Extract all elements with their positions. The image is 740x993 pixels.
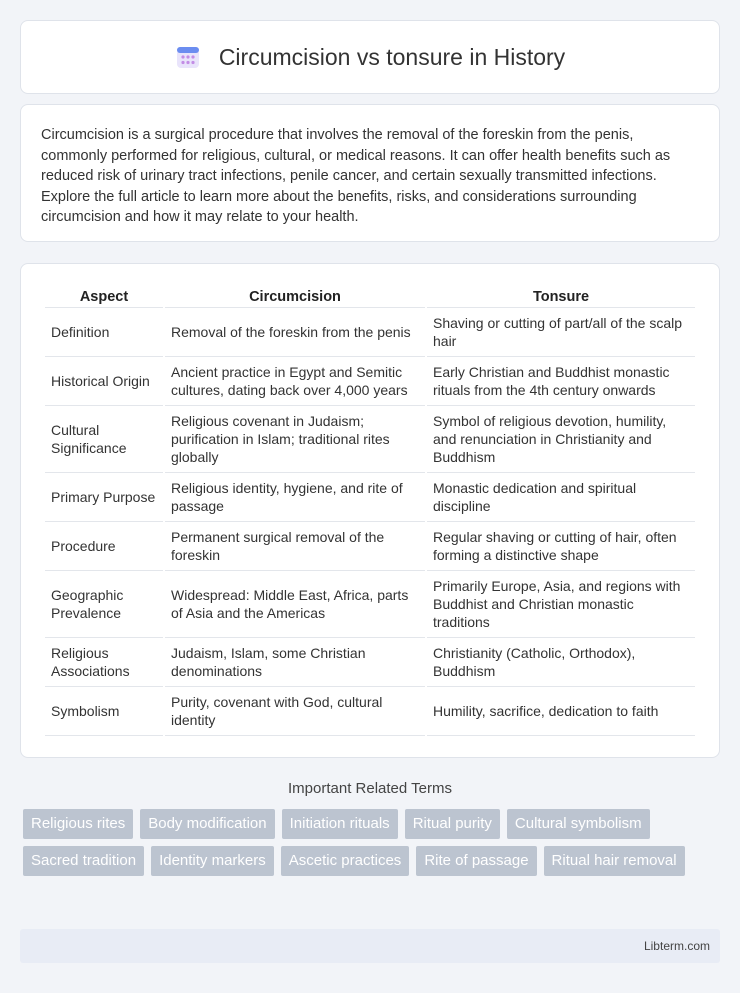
footer-brand[interactable]: Libterm.com [643, 939, 710, 953]
related-terms-section [20, 780, 720, 876]
related-terms-list [20, 809, 720, 876]
term-tag[interactable]: Ritual purity [405, 809, 500, 839]
related-terms-title: Important Related Terms [288, 780, 452, 797]
row-tonsure: Regular shaving or cutting of hair, often forming a distinctive shape [427, 522, 695, 571]
table-row [45, 522, 695, 571]
footer [20, 929, 720, 963]
row-aspect: Cultural Significance [45, 406, 163, 473]
comparison-table [43, 284, 697, 736]
row-tonsure: Christianity (Catholic, Orthodox), Buddhism [427, 638, 695, 687]
row-tonsure: Early Christian and Buddhist monastic rituals from the 4th century onwards [427, 357, 695, 406]
term-tag[interactable]: Religious rites [23, 809, 133, 839]
row-tonsure: Monastic dedication and spiritual discipline [427, 473, 695, 522]
term-tag[interactable]: Ritual hair removal [544, 846, 685, 876]
term-tag[interactable]: Sacred tradition [23, 846, 144, 876]
header-tonsure: Tonsure [427, 284, 695, 308]
row-tonsure: Symbol of religious devotion, humility, and renunciation in Christianity and Buddhism [427, 406, 695, 473]
term-tag[interactable]: Rite of passage [416, 846, 536, 876]
table-row [45, 571, 695, 638]
intro-card [20, 104, 720, 242]
term-tag[interactable]: Body modification [140, 809, 274, 839]
table-row [45, 357, 695, 406]
term-tag[interactable]: Cultural symbolism [507, 809, 650, 839]
table-row [45, 473, 695, 522]
row-circumcision: Removal of the foreskin from the penis [165, 308, 425, 357]
page-title: Circumcision vs tonsure in History [218, 43, 566, 70]
row-circumcision: Religious covenant in Judaism; purification in Islam; traditional rites globally [165, 406, 425, 473]
row-tonsure: Humility, sacrifice, dedication to faith [427, 687, 695, 736]
row-tonsure: Shaving or cutting of part/all of the scalp hair [427, 308, 695, 357]
term-tag[interactable]: Ascetic practices [281, 846, 410, 876]
row-aspect: Historical Origin [45, 357, 163, 406]
row-circumcision: Permanent surgical removal of the foreskin [165, 522, 425, 571]
row-aspect: Definition [45, 308, 163, 357]
table-header-row [45, 284, 695, 308]
term-tag[interactable]: Initiation rituals [282, 809, 398, 839]
row-tonsure: Primarily Europe, Asia, and regions with Buddhist and Christian monastic traditions [427, 571, 695, 638]
row-circumcision: Judaism, Islam, some Christian denominations [165, 638, 425, 687]
row-circumcision: Widespread: Middle East, Africa, parts of Asia and the Americas [165, 571, 425, 638]
header-card [20, 20, 720, 94]
intro-text: Circumcision is a surgical procedure that involves the removal of the foreskin from the penis, commonly performed for religious, cultural, or medical reasons. It can offer health benefits such as reduced risk of urinary tract infections, penile cancer, and certain sexually transmitted infections. Explore the full article to learn more about the benefits, risks, and considerations surrounding circumcision and how it may relate to your health. [41, 127, 671, 225]
row-aspect: Geographic Prevalence [45, 571, 163, 638]
row-circumcision: Ancient practice in Egypt and Semitic cultures, dating back over 4,000 years [165, 357, 425, 406]
term-tag[interactable]: Identity markers [151, 846, 274, 876]
row-aspect: Religious Associations [45, 638, 163, 687]
row-circumcision: Religious identity, hygiene, and rite of passage [165, 473, 425, 522]
table-row [45, 687, 695, 736]
row-aspect: Symbolism [45, 687, 163, 736]
row-aspect: Procedure [45, 522, 163, 571]
table-row [45, 406, 695, 473]
row-aspect: Primary Purpose [45, 473, 163, 522]
comparison-card [20, 263, 720, 758]
header-aspect: Aspect [45, 284, 163, 308]
table-row [45, 308, 695, 357]
calendar-icon [175, 44, 201, 70]
table-row [45, 638, 695, 687]
header-circumcision: Circumcision [165, 284, 425, 308]
row-circumcision: Purity, covenant with God, cultural identity [165, 687, 425, 736]
